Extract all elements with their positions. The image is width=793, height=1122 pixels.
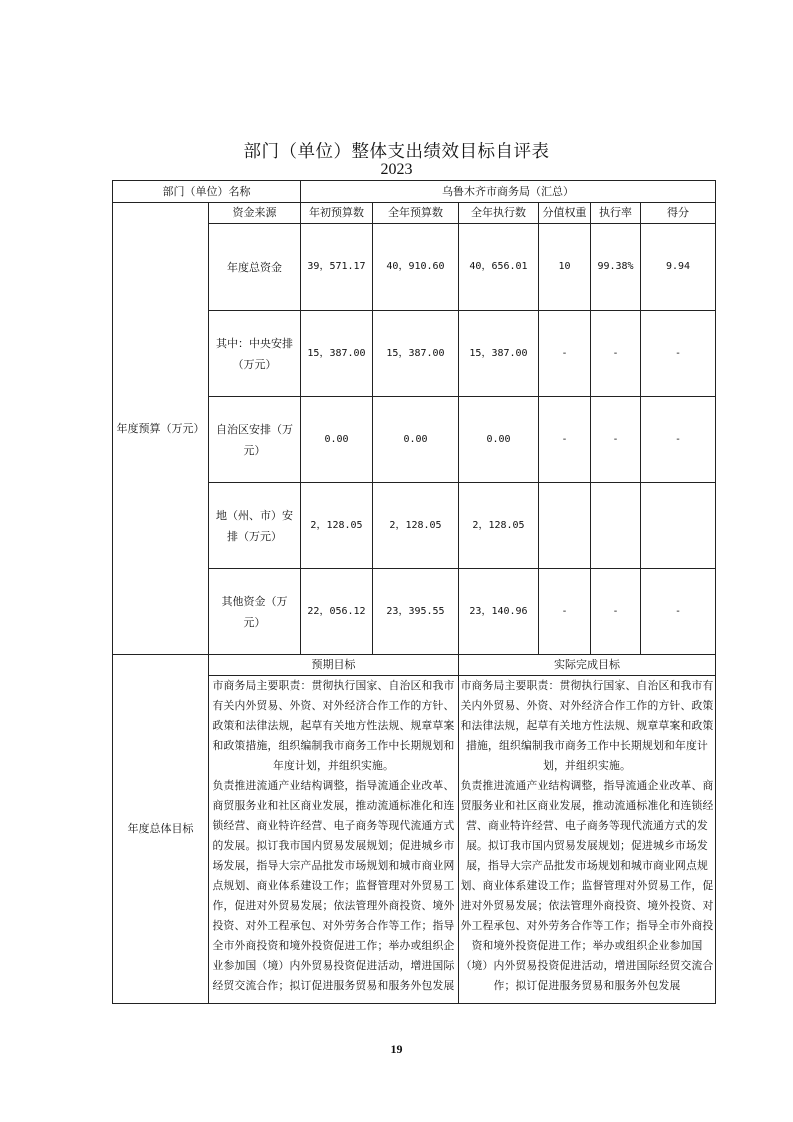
row-annual: 2，128.05 [373, 483, 459, 569]
row-score: - [641, 569, 716, 655]
actual-goal-text: 市商务局主要职责：贯彻执行国家、自治区和我市有关内外贸易、外资、对外经济合作工作的方针、政策和法律法规，起草有关地方性法规、规章草案和政策措施，组织编制我市商务工作中长期规划和年度计划，并组织实施。 负责推进流通产业结构调整，指导流通企业改革、商贸服务业和社区商业发展，推动流通标准化和连锁经营、商业特许经营、电子商务等现代流通方式的发展。拟订我市国内贸易发展规划；促进城乡市场发展，指导大宗产品批发市场规划和城市商业网点规划、商业体系建设工作；监督管理对外贸易工作，促进对外贸易发展；依法管理外商投资、境外投资、对外工程承包、对外劳务合作等工作；指导全市外商投资和境外投资促进工作；举办或组织企业参加国（境）内外贸易投资促进活动，增进国际经贸交流合作；拟订促进服务贸易和服务外包发展 [459, 676, 716, 1004]
row-rate: - [591, 311, 641, 397]
expected-goal-header: 预期目标 [209, 655, 459, 676]
dept-value: 乌鲁木齐市商务局（汇总） [301, 181, 716, 203]
row-rate: - [591, 397, 641, 483]
header-score: 得分 [641, 203, 716, 224]
row-rate: 99.38% [591, 224, 641, 311]
row-weight: 10 [539, 224, 591, 311]
row-executed: 15，387.00 [459, 311, 539, 397]
row-score: 9.94 [641, 224, 716, 311]
row-weight: - [539, 311, 591, 397]
row-executed: 40，656.01 [459, 224, 539, 311]
row-initial: 0.00 [301, 397, 373, 483]
actual-goal-header: 实际完成目标 [459, 655, 716, 676]
budget-header-row [113, 203, 716, 224]
row-weight: - [539, 569, 591, 655]
row-source: 其中：中央安排（万元） [209, 311, 301, 397]
row-rate [591, 483, 641, 569]
header-initial: 年初预算数 [301, 203, 373, 224]
row-executed: 2，128.05 [459, 483, 539, 569]
goals-header-row [113, 655, 716, 676]
row-rate: - [591, 569, 641, 655]
row-score: - [641, 311, 716, 397]
goals-section-label: 年度总体目标 [113, 655, 209, 1004]
header-annual: 全年预算数 [373, 203, 459, 224]
performance-table [112, 180, 716, 1004]
row-annual: 23，395.55 [373, 569, 459, 655]
header-source: 资金来源 [209, 203, 301, 224]
row-executed: 23，140.96 [459, 569, 539, 655]
row-source: 其他资金（万元） [209, 569, 301, 655]
row-source: 自治区安排（万元） [209, 397, 301, 483]
dept-row [113, 181, 716, 203]
expected-goal-text: 市商务局主要职责：贯彻执行国家、自治区和我市有关内外贸易、外资、对外经济合作工作的方针、政策和法律法规，起草有关地方性法规、规章草案和政策措施，组织编制我市商务工作中长期规划和年度计划，并组织实施。 负责推进流通产业结构调整，指导流通企业改革、商贸服务业和社区商业发展，推动流通标准化和连锁经营、商业特许经营、电子商务等现代流通方式的发展。拟订我市国内贸易发展规划；促进城乡市场发展，指导大宗产品批发市场规划和城市商业网点规划、商业体系建设工作；监督管理对外贸易工作，促进对外贸易发展；依法管理外商投资、境外投资、对外工程承包、对外劳务合作等工作；指导全市外商投资和境外投资促进工作；举办或组织企业参加国（境）内外贸易投资促进活动，增进国际经贸交流合作；拟订促进服务贸易和服务外包发展 [209, 676, 459, 1004]
row-executed: 0.00 [459, 397, 539, 483]
row-initial: 39，571.17 [301, 224, 373, 311]
row-annual: 0.00 [373, 397, 459, 483]
row-initial: 2，128.05 [301, 483, 373, 569]
page-number: 19 [390, 1042, 403, 1056]
row-annual: 15，387.00 [373, 311, 459, 397]
row-score: - [641, 397, 716, 483]
report-year: 2023 [380, 161, 413, 178]
row-source: 年度总资金 [209, 224, 301, 311]
budget-section-label: 年度预算（万元） [113, 203, 209, 655]
row-weight: - [539, 397, 591, 483]
row-weight [539, 483, 591, 569]
row-initial: 15，387.00 [301, 311, 373, 397]
header-rate: 执行率 [591, 203, 641, 224]
dept-label: 部门（单位）名称 [113, 181, 301, 203]
page-title: 部门（单位）整体支出绩效目标自评表 [243, 142, 550, 162]
header-executed: 全年执行数 [459, 203, 539, 224]
header-weight: 分值权重 [539, 203, 591, 224]
row-score [641, 483, 716, 569]
row-source: 地（州、市）安排（万元） [209, 483, 301, 569]
row-annual: 40，910.60 [373, 224, 459, 311]
row-initial: 22，056.12 [301, 569, 373, 655]
